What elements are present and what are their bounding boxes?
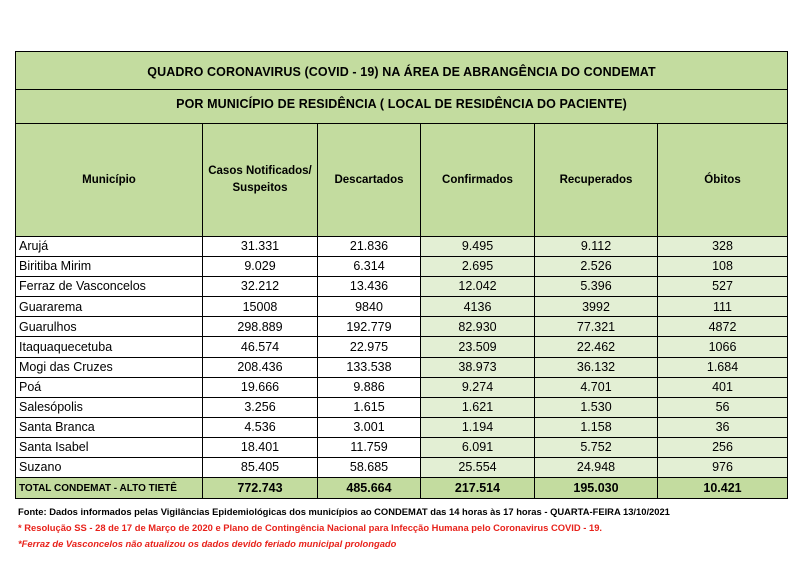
table-row bbox=[16, 277, 788, 297]
cell-casos: 32.212 bbox=[203, 277, 318, 297]
cell-casos: 46.574 bbox=[203, 337, 318, 357]
cell-recuperados: 5.396 bbox=[535, 277, 658, 297]
cell-casos: 208.436 bbox=[203, 357, 318, 377]
cell-recuperados: 1.158 bbox=[535, 417, 658, 437]
cell-recuperados: 3992 bbox=[535, 297, 658, 317]
cell-municipio: Poá bbox=[16, 377, 203, 397]
table-title-line2: POR MUNICÍPIO DE RESIDÊNCIA ( LOCAL DE RESIDÊNCIA DO PACIENTE) bbox=[16, 90, 788, 124]
cell-municipio: Arujá bbox=[16, 237, 203, 257]
covid-table bbox=[15, 51, 788, 499]
cell-confirmados: 1.621 bbox=[421, 397, 535, 417]
total-recuperados: 195.030 bbox=[535, 478, 658, 499]
header-confirmados: Confirmados bbox=[421, 124, 535, 237]
cell-obitos: 4872 bbox=[658, 317, 788, 337]
table-row bbox=[16, 377, 788, 397]
cell-obitos: 328 bbox=[658, 237, 788, 257]
cell-recuperados: 22.462 bbox=[535, 337, 658, 357]
cell-descartados: 21.836 bbox=[318, 237, 421, 257]
cell-confirmados: 9.495 bbox=[421, 237, 535, 257]
cell-recuperados: 36.132 bbox=[535, 357, 658, 377]
cell-descartados: 22.975 bbox=[318, 337, 421, 357]
cell-confirmados: 38.973 bbox=[421, 357, 535, 377]
total-casos: 772.743 bbox=[203, 478, 318, 499]
table-row bbox=[16, 297, 788, 317]
cell-casos: 3.256 bbox=[203, 397, 318, 417]
cell-obitos: 527 bbox=[658, 277, 788, 297]
ferraz-note: *Ferraz de Vasconcelos não atualizou os dados devido feriado municipal prolongado bbox=[18, 538, 397, 549]
cell-recuperados: 2.526 bbox=[535, 257, 658, 277]
cell-obitos: 111 bbox=[658, 297, 788, 317]
cell-descartados: 13.436 bbox=[318, 277, 421, 297]
cell-municipio: Mogi das Cruzes bbox=[16, 357, 203, 377]
cell-municipio: Itaquaquecetuba bbox=[16, 337, 203, 357]
cell-obitos: 401 bbox=[658, 377, 788, 397]
cell-confirmados: 82.930 bbox=[421, 317, 535, 337]
table-row bbox=[16, 458, 788, 478]
cell-recuperados: 1.530 bbox=[535, 397, 658, 417]
cell-recuperados: 77.321 bbox=[535, 317, 658, 337]
cell-municipio: Santa Branca bbox=[16, 417, 203, 437]
cell-casos: 15008 bbox=[203, 297, 318, 317]
cell-casos: 9.029 bbox=[203, 257, 318, 277]
table-row bbox=[16, 237, 788, 257]
cell-confirmados: 12.042 bbox=[421, 277, 535, 297]
header-row bbox=[16, 124, 788, 237]
cell-obitos: 108 bbox=[658, 257, 788, 277]
header-municipio: Município bbox=[16, 124, 203, 237]
cell-confirmados: 4136 bbox=[421, 297, 535, 317]
cell-municipio: Guarulhos bbox=[16, 317, 203, 337]
cell-casos: 19.666 bbox=[203, 377, 318, 397]
cell-descartados: 9840 bbox=[318, 297, 421, 317]
header-casos bbox=[203, 124, 318, 237]
table-row bbox=[16, 417, 788, 437]
title-row-1 bbox=[16, 52, 788, 90]
cell-casos: 85.405 bbox=[203, 458, 318, 478]
header-obitos: Óbitos bbox=[658, 124, 788, 237]
cell-municipio: Salesópolis bbox=[16, 397, 203, 417]
table-row bbox=[16, 437, 788, 457]
source-note: Fonte: Dados informados pelas Vigilâncias Epidemiológicas dos municípios ao CONDEMAT das 14 horas às 17 horas - QUARTA-FEIRA 13/10/2021 bbox=[18, 506, 670, 517]
cell-recuperados: 4.701 bbox=[535, 377, 658, 397]
header-casos-line1: Casos Notificados/ bbox=[208, 165, 312, 178]
cell-descartados: 192.779 bbox=[318, 317, 421, 337]
cell-obitos: 976 bbox=[658, 458, 788, 478]
cell-descartados: 11.759 bbox=[318, 437, 421, 457]
cell-municipio: Guararema bbox=[16, 297, 203, 317]
cell-obitos: 36 bbox=[658, 417, 788, 437]
total-row bbox=[16, 478, 788, 499]
cell-confirmados: 23.509 bbox=[421, 337, 535, 357]
cell-casos: 18.401 bbox=[203, 437, 318, 457]
resolution-note: * Resolução SS - 28 de 17 de Março de 2020 e Plano de Contingência Nacional para Infecção Humana pelo Coronavirus COVID - 19. bbox=[18, 522, 603, 533]
cell-confirmados: 25.554 bbox=[421, 458, 535, 478]
cell-obitos: 256 bbox=[658, 437, 788, 457]
cell-municipio: Biritiba Mirim bbox=[16, 257, 203, 277]
cell-recuperados: 9.112 bbox=[535, 237, 658, 257]
cell-municipio: Ferraz de Vasconcelos bbox=[16, 277, 203, 297]
header-casos-line2: Suspeitos bbox=[232, 182, 288, 194]
total-label: TOTAL CONDEMAT - ALTO TIETÊ bbox=[16, 478, 203, 499]
cell-casos: 298.889 bbox=[203, 317, 318, 337]
cell-casos: 4.536 bbox=[203, 417, 318, 437]
cell-obitos: 56 bbox=[658, 397, 788, 417]
cell-descartados: 3.001 bbox=[318, 417, 421, 437]
covid-table-container bbox=[15, 51, 787, 499]
cell-obitos: 1066 bbox=[658, 337, 788, 357]
cell-confirmados: 1.194 bbox=[421, 417, 535, 437]
header-recuperados: Recuperados bbox=[535, 124, 658, 237]
cell-descartados: 1.615 bbox=[318, 397, 421, 417]
table-row bbox=[16, 357, 788, 377]
table-row bbox=[16, 397, 788, 417]
cell-descartados: 6.314 bbox=[318, 257, 421, 277]
table-row bbox=[16, 337, 788, 357]
cell-confirmados: 9.274 bbox=[421, 377, 535, 397]
cell-casos: 31.331 bbox=[203, 237, 318, 257]
total-confirmados: 217.514 bbox=[421, 478, 535, 499]
cell-descartados: 133.538 bbox=[318, 357, 421, 377]
total-descartados: 485.664 bbox=[318, 478, 421, 499]
cell-obitos: 1.684 bbox=[658, 357, 788, 377]
cell-descartados: 9.886 bbox=[318, 377, 421, 397]
title-row-2 bbox=[16, 90, 788, 124]
table-title-line1: QUADRO CORONAVIRUS (COVID - 19) NA ÁREA DE ABRANGÊNCIA DO CONDEMAT bbox=[16, 52, 788, 90]
cell-confirmados: 2.695 bbox=[421, 257, 535, 277]
cell-municipio: Suzano bbox=[16, 458, 203, 478]
cell-descartados: 58.685 bbox=[318, 458, 421, 478]
footnotes bbox=[18, 504, 670, 552]
cell-recuperados: 24.948 bbox=[535, 458, 658, 478]
cell-recuperados: 5.752 bbox=[535, 437, 658, 457]
header-descartados: Descartados bbox=[318, 124, 421, 237]
cell-confirmados: 6.091 bbox=[421, 437, 535, 457]
table-row bbox=[16, 257, 788, 277]
total-obitos: 10.421 bbox=[658, 478, 788, 499]
cell-municipio: Santa Isabel bbox=[16, 437, 203, 457]
table-row bbox=[16, 317, 788, 337]
